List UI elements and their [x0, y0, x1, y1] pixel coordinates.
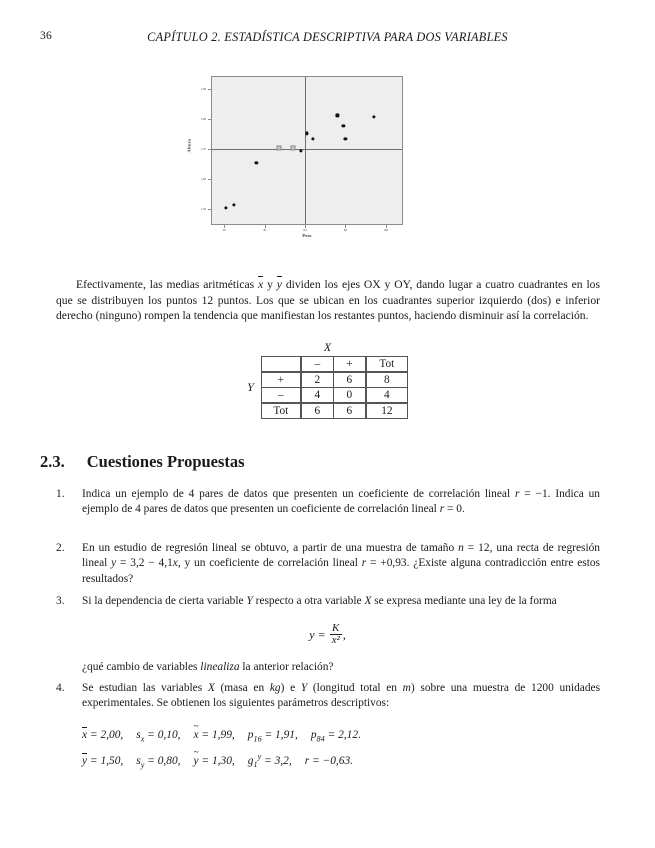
- X-symbol: X: [364, 595, 372, 607]
- stat-p16: $p_{16} = 1,91$,: [247, 729, 298, 744]
- table-row-label-minus: –: [261, 388, 301, 404]
- y-bar-symbol: y: [276, 278, 282, 291]
- stat-sy: $s_y = 0,80$,: [136, 754, 181, 770]
- data-point: [372, 115, 375, 118]
- x-axis-label: Peso: [302, 233, 312, 238]
- formula-fraction: [330, 623, 342, 646]
- section-title: Cuestiones Propuestas: [86, 452, 245, 471]
- g-superscript: y: [257, 752, 262, 761]
- table-corner-cell: [261, 357, 301, 373]
- stat-r: r = −0,63.: [304, 754, 354, 767]
- g-symbol: g: [247, 754, 254, 767]
- exercise-marker: 4.: [56, 682, 65, 694]
- y-symbol: y: [111, 557, 117, 570]
- r-symbol: r: [304, 754, 310, 767]
- p-subscript: 16: [253, 734, 262, 744]
- data-point: [342, 124, 345, 127]
- exercise-item-4: [56, 681, 600, 712]
- stat-value: 1,91: [275, 729, 295, 741]
- y-axis-tick: [208, 89, 212, 90]
- table-row: [261, 388, 407, 404]
- table-cell: 4: [301, 388, 334, 404]
- plot-area: [200, 76, 403, 232]
- kg-unit: kg: [269, 682, 281, 694]
- s-symbol: s: [136, 729, 141, 741]
- y-axis-tick: [208, 209, 212, 210]
- s-subscript: x: [140, 734, 145, 744]
- table-cell: 2: [301, 372, 334, 388]
- section-heading: [40, 452, 245, 472]
- x-axis-tick-label: 40: [263, 228, 267, 232]
- data-point: [225, 206, 228, 209]
- Y-symbol: Y: [246, 595, 253, 607]
- table-row-label-tot: Tot: [261, 403, 301, 419]
- exercise-item-1: [56, 487, 600, 518]
- table-cell: 8: [366, 372, 408, 388]
- Y-symbol: Y: [300, 682, 308, 694]
- y-axis-tick: [208, 119, 212, 120]
- data-point: [305, 132, 308, 135]
- table-header-row: [261, 357, 407, 373]
- table-col-header-minus: –: [301, 357, 334, 373]
- s-symbol: s: [136, 754, 141, 767]
- stat-mean-y: y = 1,50,: [82, 754, 124, 767]
- exercise-text: Indica un ejemplo de 4 pares de datos que presenten un coeficiente de correlación lineal r = −1. Indica un ejemplo de 4 pares de datos que presenten un coeficiente de correlación lineal r = 0.: [82, 488, 601, 516]
- y-axis-tick-label: 1,60: [200, 177, 206, 181]
- chapter-header-title: CAPÍTULO 2. ESTADÍSTICA DESCRIPTIVA PARA DOS VARIABLES: [147, 30, 508, 44]
- formula-denominator: x²: [331, 634, 340, 646]
- p-symbol: p: [310, 729, 317, 741]
- r-symbol: r: [361, 557, 367, 570]
- data-point: [299, 149, 302, 152]
- table-cell: 6: [301, 403, 334, 419]
- r-symbol: r: [439, 503, 445, 516]
- x-symbol: x: [172, 557, 178, 570]
- page-header: [0, 30, 655, 50]
- exercise-marker: 1.: [56, 488, 65, 500]
- mean-line-vertical: [305, 77, 306, 224]
- stat-value: 2,00: [100, 729, 121, 741]
- table-row: [261, 372, 407, 388]
- x-axis-tick-label: 80: [343, 228, 347, 232]
- g-subscript: 1: [253, 760, 258, 770]
- exercise-text: Se estudian las variables X (masa en kg) e Y (longitud total en m) sobre una muestra de 1200 unidades experimentales. Se obtienen los siguientes parámetros descriptivos:: [82, 682, 601, 710]
- formula-y-equals-k-over-x-squared: [0, 624, 655, 647]
- stat-sx: $s_x = 0,10$,: [136, 729, 181, 744]
- data-point: [276, 146, 281, 151]
- stats-line-x: [82, 729, 361, 743]
- table-total-row: [261, 403, 407, 419]
- s-subscript: y: [140, 760, 145, 770]
- table-y-label: Y: [247, 380, 254, 394]
- paragraph-text: Efectivamente, las medias aritméticas x y y dividen los ejes OX y OY, dando lugar a cuatro cuadrantes en los que se distribuyen los puntos 12 puntos. Los que se ubican en los cuadrantes superior izquierdo (dos) e inferior derecho (ninguno) rompen la tendencia que manifiestan los restantes puntos, haciendo disminuir así la correlación.: [56, 278, 600, 323]
- x-axis-tick-label: 60: [303, 228, 307, 232]
- x-bar-symbol: x: [82, 729, 88, 741]
- exercise-tail-text: ¿qué cambio de variables linealiza la anterior relación?: [82, 661, 334, 673]
- exercise-text: Si la dependencia de cierta variable Y respecto a otra variable X se expresa mediante una ley de la forma: [82, 595, 557, 607]
- stat-value: 1,99: [211, 729, 232, 741]
- y-axis-tick-label: 1,90: [200, 87, 206, 91]
- p-symbol: p: [247, 729, 254, 741]
- stats-line-y: [82, 752, 353, 769]
- formula-lhs: y =: [309, 627, 326, 642]
- section-number: 2.3.: [40, 452, 65, 471]
- data-point: [336, 114, 339, 117]
- table-cell: 6: [333, 372, 366, 388]
- x-axis-tick-label: 100: [383, 228, 389, 232]
- data-point: [290, 146, 295, 151]
- stat-g1: $g_1^y = 3,2$,: [247, 752, 292, 770]
- scatter-plot-figure: [188, 72, 413, 244]
- y-axis-tick: [208, 179, 212, 180]
- table-col-header-tot: Tot: [366, 357, 408, 373]
- formula-trailing-comma: ,: [342, 627, 346, 642]
- n-symbol: n: [458, 542, 464, 554]
- formula-numerator: K: [332, 622, 340, 634]
- r-symbol: r: [515, 488, 520, 500]
- y-axis-tick-label: 1,50: [200, 207, 206, 211]
- exercise-marker: 2.: [56, 542, 65, 554]
- exercise-item-2: [56, 541, 600, 587]
- stat-value: 0,10: [157, 729, 178, 741]
- contingency-table-block: [0, 340, 655, 419]
- x-axis-tick-label: 20: [222, 228, 226, 232]
- stat-value: 3,2: [274, 754, 289, 767]
- data-point: [255, 161, 258, 164]
- stat-value: 2,12: [338, 729, 359, 741]
- stat-p84: $p_{84} = 2,12$.: [310, 729, 361, 744]
- stat-mean-x: x = 2,00,: [82, 729, 124, 741]
- stat-value: 0,80: [157, 754, 178, 767]
- y-axis-tick: [208, 149, 212, 150]
- linealiza-emphasis: linealiza: [200, 661, 240, 673]
- paragraph-efectivamente: [56, 277, 600, 324]
- stat-value: 1,30: [211, 754, 232, 767]
- contingency-table: [261, 356, 408, 419]
- data-point: [311, 137, 314, 140]
- stat-value: 1,50: [100, 754, 121, 767]
- x-bar-symbol: x: [258, 278, 264, 291]
- table-x-label: X: [323, 340, 332, 354]
- y-tilde-symbol: y ~: [194, 755, 199, 767]
- table-cell: 0: [333, 388, 366, 404]
- y-axis-tick-label: 1,70: [200, 147, 206, 151]
- exercise-marker: 3.: [56, 595, 65, 607]
- p-subscript: 84: [316, 734, 325, 744]
- exercise-item-3-tail: [56, 660, 600, 675]
- X-symbol: X: [207, 682, 215, 694]
- data-point: [344, 138, 347, 141]
- y-bar-symbol: y: [82, 754, 88, 767]
- page-number: 36: [40, 30, 52, 42]
- table-col-header-plus: +: [333, 357, 366, 373]
- y-axis-tick-label: 1,80: [200, 117, 206, 121]
- table-cell: 4: [366, 388, 408, 404]
- mean-line-horizontal: [212, 149, 402, 150]
- m-unit: m: [402, 682, 411, 694]
- data-point: [233, 203, 236, 206]
- table-row-label-plus: +: [261, 372, 301, 388]
- table-cell: 6: [333, 403, 366, 419]
- y-axis-label: Altura: [186, 138, 192, 153]
- exercise-text: En un estudio de regresión lineal se obtuvo, a partir de una muestra de tamaño n = 12, una recta de regresión lineal y = 3,2 − 4,1x, y un coeficiente de correlación lineal r = +0,93. ¿Existe alguna contradicción entre estos resultados?: [82, 542, 600, 585]
- exercise-item-3: [56, 594, 600, 609]
- stat-value: −0,63: [322, 754, 351, 767]
- stat-median-y: y ~ = 1,30,: [194, 755, 235, 767]
- x-tilde-symbol: x ~: [194, 729, 199, 741]
- table-wrapper: [247, 356, 408, 419]
- table-cell: 12: [366, 403, 408, 419]
- stat-median-x: x ~ = 1,99,: [194, 729, 235, 741]
